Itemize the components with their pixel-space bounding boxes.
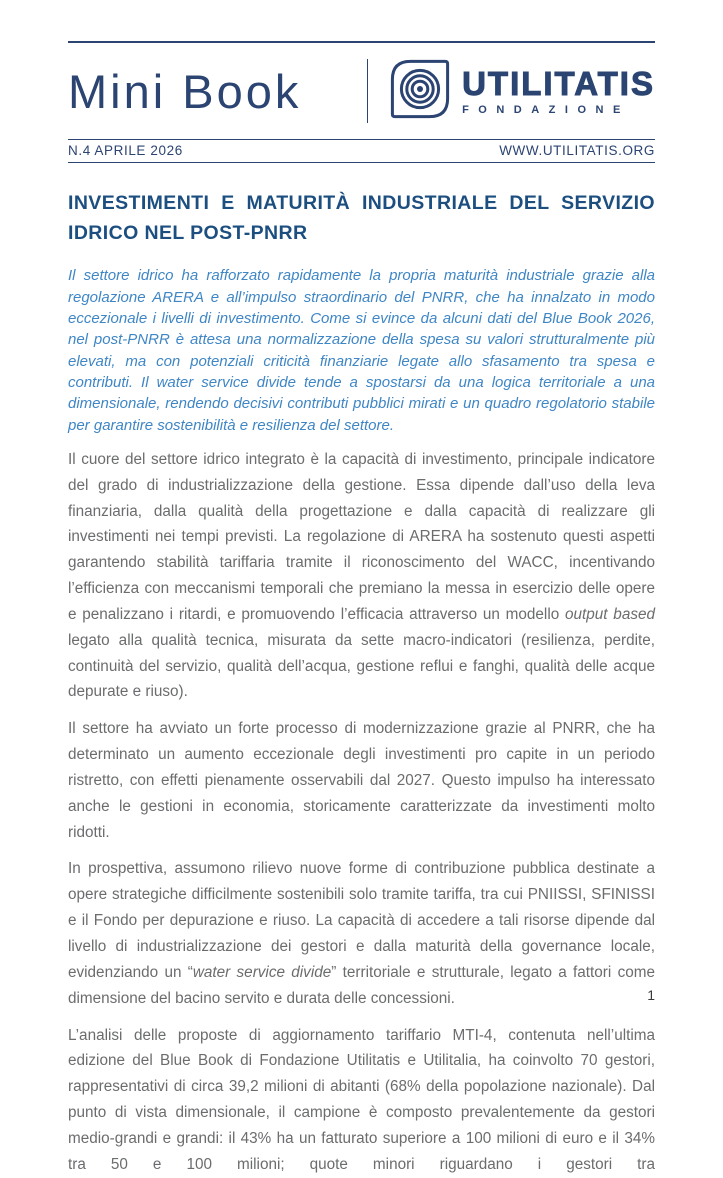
publication-brand: Mini Book — [68, 64, 302, 118]
issue-number: N.4 APRILE 2026 — [68, 143, 183, 158]
logo-name: UTILITATIS — [462, 64, 655, 102]
article-title: INVESTIMENTI E MATURITÀ INDUSTRIALE DEL SERVIZIO IDRICO NEL POST-PNRR — [68, 192, 655, 245]
page-number: 1 — [647, 987, 655, 1003]
logo-wordmark — [462, 64, 655, 116]
logo-subtitle: FONDAZIONE — [462, 103, 630, 116]
body-paragraph: Il cuore del settore idrico integrato è la capacità di investimento, principale indicatore del grado di industrializzazione della gestione. Essa dipende dall’uso della leva finanziaria, dalla qualità della progettazione e dalla capacità di realizzare gli investimenti nei tempi previsti. La regolazione di ARERA ha sostenuto questi aspetti garantendo stabilità tariffaria tramite il riconoscimento del WACC, incentivando l’efficienza con meccanismi temporali che premiano la messa in esercizio delle opere e penalizzano i ritardi, e promuovendo l’efficacia attraverso un modello output based legato alla qualità tecnica, misurata da sette macro-indicatori (resilienza, perdite, continuità del servizio, qualità dell’acqua, gestione reflui e fanghi, qualità delle acque depurate e riuso). — [68, 450, 655, 701]
issue-bar — [68, 139, 655, 163]
document-page — [0, 41, 723, 1173]
body-paragraph: L’analisi delle proposte di aggiornamento tariffario MTI-4, contenuta nell’ultima edizione del Blue Book di Fondazione Utilitatis e Utilitalia, ha coinvolto 70 gestori, rappresentativi di circa 39,2 milioni di abitanti (68% della popolazione nazionale). Dal punto di vista dimensionale, il campione è composto prevalentemente da gestori medio-grandi e grandi: il 43% ha un fatturato superiore a 100 milioni di euro e il 34% tra 50 e 100 milioni; quote minori riguardano i gestori tra — [68, 1026, 655, 1173]
masthead-divider — [367, 59, 368, 123]
website-link[interactable]: WWW.UTILITATIS.ORG — [499, 143, 655, 158]
utilitatis-logo — [390, 59, 655, 124]
body-paragraph: In prospettiva, assumono rilievo nuove forme di contribuzione pubblica destinate a opere strategiche difficilmente sostenibili solo tramite tariffa, tra cui PNIISSI, SFINISSI e il Fondo per depurazione e riuso. La capacità di accedere a tali risorse dipende dal livello di industrializzazione dei gestori e dalla maturità della governance locale, evidenziando un “water service divide” territoriale e strutturale, legato a fattori come dimensione del bacino servito e durata delle concessioni. — [68, 860, 655, 1007]
body-paragraph: Il settore ha avviato un forte processo di modernizzazione grazie al PNRR, che ha determinato un aumento eccezionale degli investimenti pro capite in un periodo ristretto, con effetti pienamente osservabili dal 2027. Questo impulso ha interessato anche le gestioni in economia, storicamente caratterizzate da investimenti molto ridotti. — [68, 720, 655, 841]
masthead — [68, 43, 655, 139]
article-lede: Il settore idrico ha rafforzato rapidamente la propria maturità industriale grazie alla regolazione ARERA e all’impulso straordinario del PNRR, che ha innalzato in modo eccezionale i livelli di investimento. Come si evince da alcuni dati del Blue Book 2026, nel post-PNRR è attesa una normalizzazione della spesa su valori strutturalmente più elevati, ma con potenziali criticità finanziarie legate allo sfasamento tra spesa e contributi. Il water service divide tende a spostarsi da una logica territoriale a una dimensionale, rendendo decisivi contributi pubblici mirati e un quadro regolatorio stabile per garantire sostenibilità e resilienza del settore. — [68, 267, 655, 434]
article-body — [68, 447, 655, 1178]
ripple-logo-icon — [390, 59, 450, 124]
